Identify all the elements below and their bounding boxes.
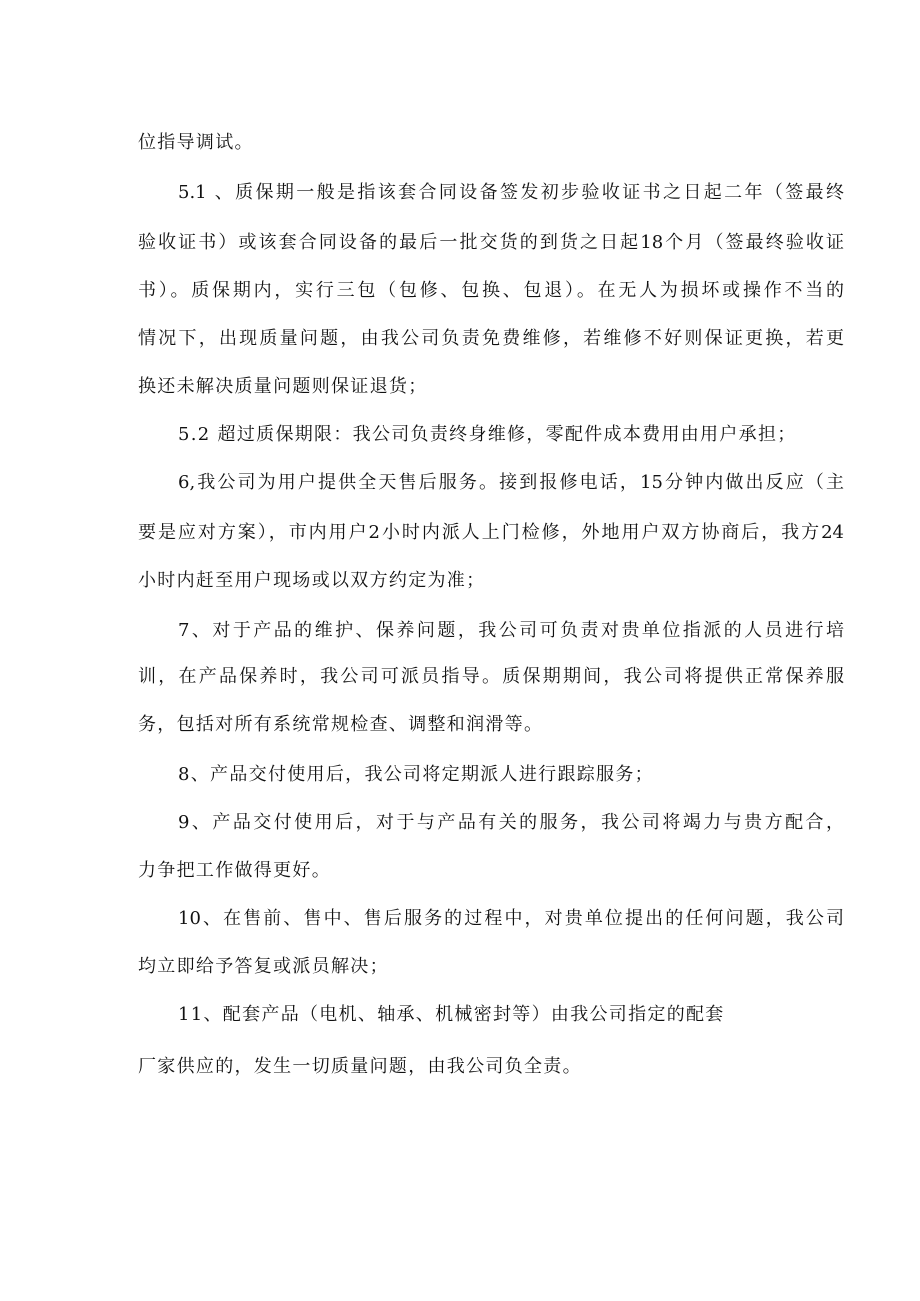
text-line-1: 位指导调试。 (138, 132, 254, 153)
text-line-6: 换还未解决质量问题则保证退货； (138, 376, 428, 397)
text-line-10: 小时内赶至用户现场或以双方约定为准； (138, 570, 486, 591)
text-line-11: 7、对于产品的维护、保养问题，我公司可负责对贵单位指派的人员进行培 (178, 620, 844, 641)
text-line-14: 8、产品交付使用后，我公司将定期派人进行跟踪服务； (178, 764, 654, 785)
text-line-18: 均立即给予答复或派员解决； (138, 956, 389, 977)
text-line-12: 训，在产品保养时，我公司可派员指导。质保期期间，我公司将提供正常保养服 (138, 666, 844, 687)
text-line-8: 6,我公司为用户提供全天售后服务。接到报修电话，15分钟内做出反应（主 (178, 472, 844, 493)
text-line-4: 书）。质保期内，实行三包（包修、包换、包退）。在无人为损坏或操作不当的 (138, 280, 844, 301)
text-line-16: 力争把工作做得更好。 (138, 860, 331, 881)
text-line-15: 9、产品交付使用后，对于与产品有关的服务，我公司将竭力与贵方配合， (178, 812, 844, 833)
text-line-20: 厂家供应的，发生一切质量问题，由我公司负全责。 (138, 1056, 582, 1077)
text-line-2: 5.1 、质保期一般是指该套合同设备签发初步验收证书之日起二年（签最终 (178, 182, 844, 203)
text-line-9: 要是应对方案），市内用户2小时内派人上门检修，外地用户双方协商后，我方24 (138, 522, 844, 543)
text-line-19: 11、配套产品（电机、轴承、机械密封等）由我公司指定的配套 (178, 1004, 725, 1025)
text-line-5: 情况下，出现质量问题，由我公司负责免费维修，若维修不好则保证更换，若更 (138, 328, 844, 349)
text-line-17: 10、在售前、售中、售后服务的过程中，对贵单位提出的任何问题，我公司 (178, 908, 844, 929)
text-line-7: 5.2 超过质保期限：我公司负责终身维修，零配件成本费用由用户承担； (178, 424, 797, 445)
text-line-3: 验收证书）或该套合同设备的最后一批交货的到货之日起18个月（签最终验收证 (138, 232, 844, 253)
text-line-13: 务，包括对所有系统常规检查、调整和润滑等。 (138, 714, 544, 735)
